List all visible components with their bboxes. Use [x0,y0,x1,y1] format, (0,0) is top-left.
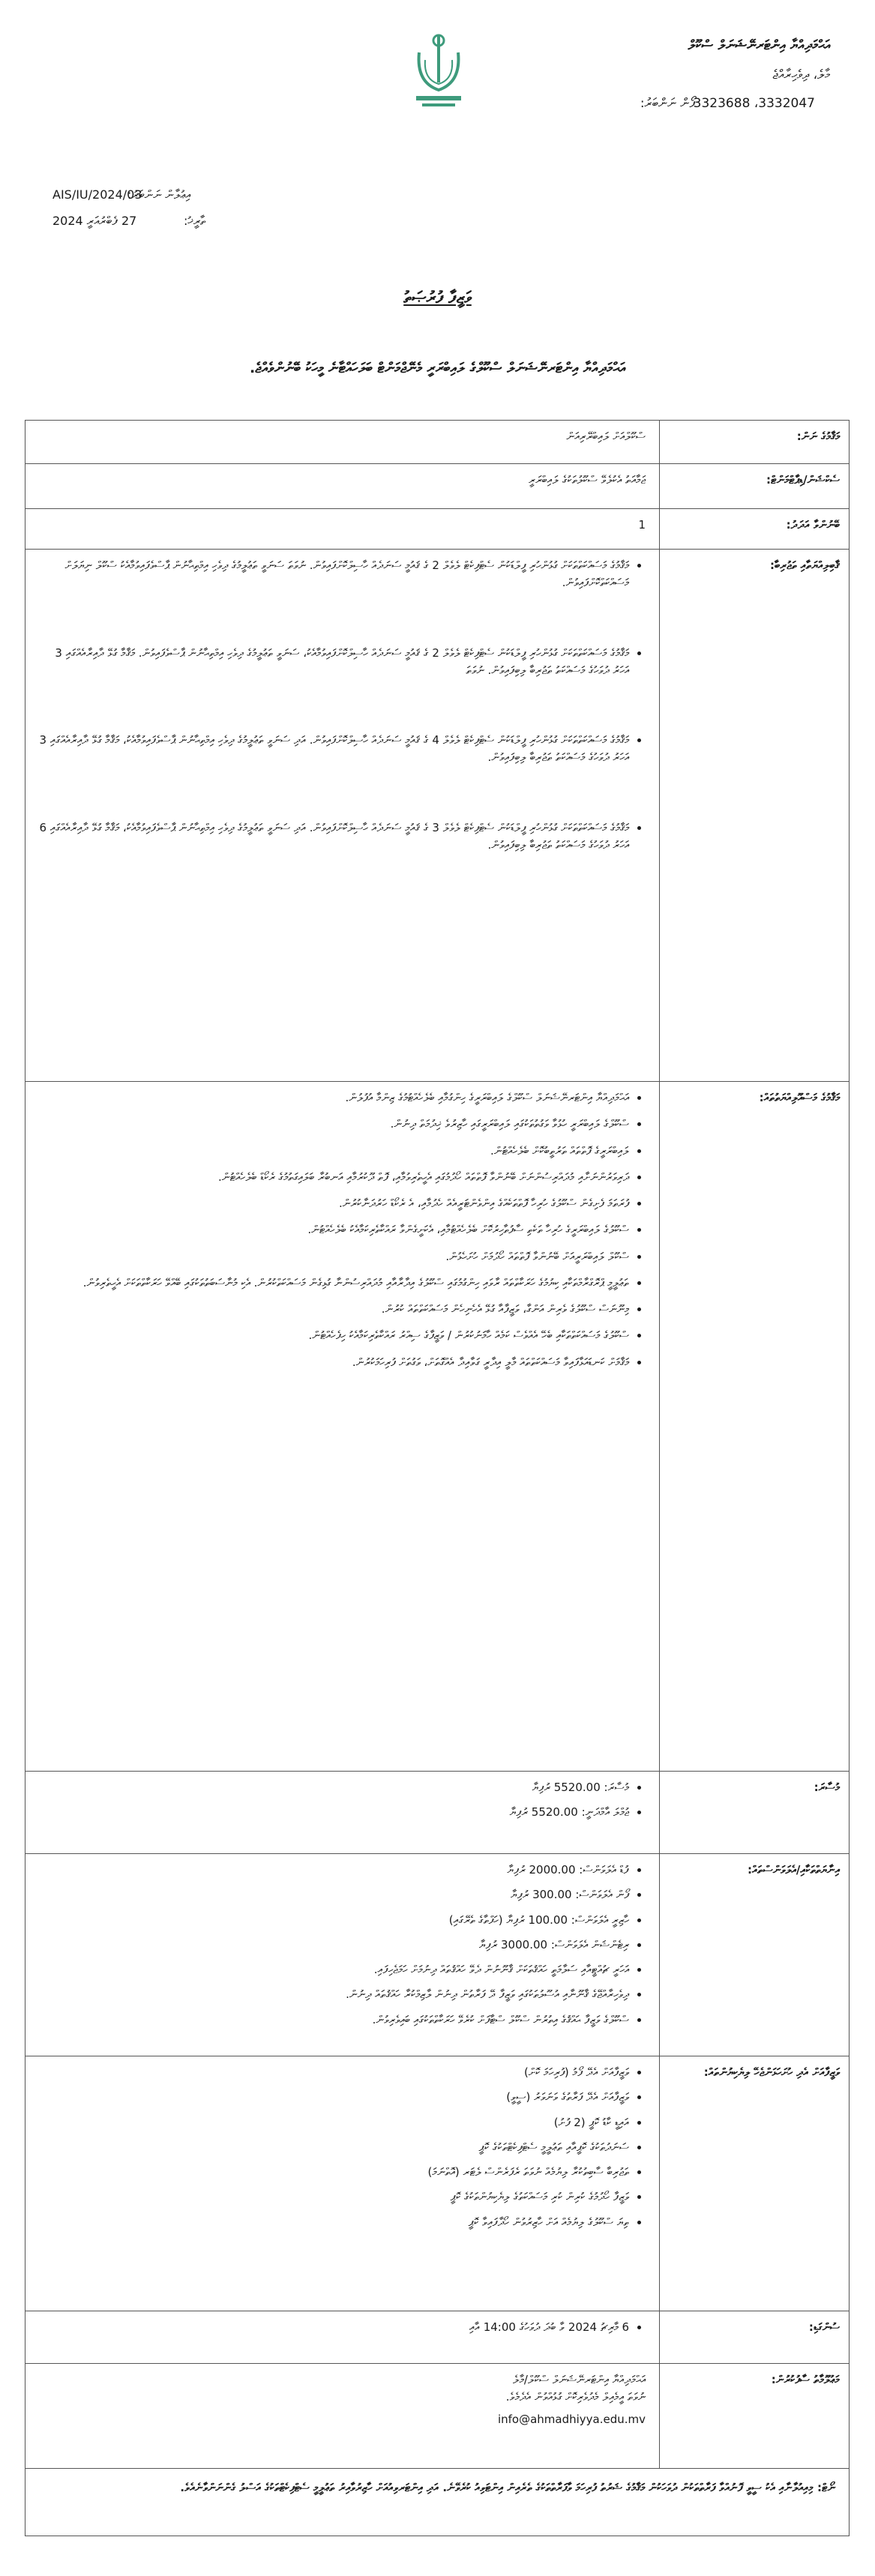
row-note [25,2469,850,2536]
row-qualifications [25,550,850,1082]
date-value: 27 ފެބްރުއަރީ 2024 [52,214,137,228]
job-title-label: މަޤާމުގެ ނަން: [660,421,850,464]
row-job-title [25,421,850,464]
note-text: މިއިއުލާނާއި އެކު ސީވީ ފޮނުއްވާ ފަރާތްތަކުން ދުވަހަކުން މަޤާމުގެ ޝަރުތު ފުރިހަމަ ވާފަރާތްތަކުގެ ތެރެއިން އިންޓަވިއު ކުރެވޭނެ. އަދި އިންޓަރވިއުއަށް ހާޒިރުވާއިރު ތަޢުލީމީ ސެޓްފިކެޓްތަކުގެ އަސްލު ގެންނަންވާނެއެވެ. [180,2481,814,2494]
phone-numbers: 3323688 ،3332047 [693,96,815,111]
qualification-item: • މަޤާމުގެ މަސައްކަތްތަކަށް ގުޅުންހުރި ފީލްޑަކުން ސެޓްފިކެޓް ލެވެލް 4 ގެ ޤައުމީ ސަނަދެއް ހާސިލްކޮށްފައިވުން. އަދި ސަނަވީ ތަޢުލީމުގެ ދިވެހި އިމްތިޙާނުން ޕާސްވެފައިވުމާއެކު، މަޤާމާ ގުޅޭ ދާއިރާއެއްގައި 3 އަހަރު ދުވަހުގެ މަސައްކަތު ތަޖުރިބާ ލިބިފައިވުން. [39,732,629,767]
announcement-title: ވަޒީފާ ފުރުޞަތު [403,289,472,307]
salary-item-name: ޖުމްލަ އާމްދަނީ: [581,1805,629,1820]
document-item: • ވަޒީފާ ހޯދުމުގެ ކުރިން ކުރި މަސައްކަތުގެ ލިޔެކިޔުންތަކުގެ ކޮޕީ [39,2188,629,2206]
letterhead [0,0,875,285]
deadline-label: ސުންގަޑި: [660,2311,850,2364]
duty-item: • ފުރަތަމަ ފެށިގެން ސްކޫލުގެ ހުރިހާ ފޮތްތަކެއްގެ އިންވެންޓަރީއެއް ހެދުމާއި، އެ ރެކޯޑް ހަރުދަނާކުރުން. [39,1195,629,1212]
reference-label: އިޢުލާން ނަންބަރު: [127,187,191,202]
allowance-item: • އަހަރީ ޗުއްޓީއާއި ސަލާމަތީ ހައްޤުތަކަށް ޤާނޫނުން ދެވޭ ހައްޤުތައް ދިނުމަށް ހަމަޖެހިފައި. [39,1961,629,1978]
duty-item: • މިނޫނަސް ސްކޫލުގެ ވެރިން އަންގާ، ވަޒީފާއާ ގުޅޭ އެހެނިހެން މަސައްކަތްތައް ކުރުން. [39,1301,629,1318]
duty-item: • ދަރިވަރުންނަށާއި މުދައްރިސުންނަށް ބޭނުންވާ ފޮތްތައް ހޯދުމުގައި އެހީތެރިވުމާއި، ފޮތް ދޫކުރުމާއި އަނބުރާ ބަލައިގަތުމުގެ ރެކޯޑް ބެލެހެއްޓުން. [39,1169,629,1186]
phone-label: ފޯން ނަންބަރު: [640,96,695,111]
duty-item: • ސްކޫލުގެ މަސައްކަތްތަކާއި ބެހޭ އެއްވެސް ކަމެއް ހާމަނުކުރުން / ވަޒީފާގެ ސިއްރު ރައްކާތެރިކަމާއެކު ހިފެހެއްޓުން. [39,1327,629,1344]
qualification-item: • މަޤާމުގެ މަސައްކަތްތަކަށް ގުޅުންހުރި ފީލްޑަކުން ސެޓްފިކެޓް ލެވެލް 2 ގެ ޤައުމީ ސަނަދެއް ހާސިލްކޮށްފައިވުމާއެކު، ސަނަވީ ތަޢުލީމުގެ ދިވެހި އިމްތިޙާނުން ޕާސްވެފައިވުން. މަޤާމާ ގުޅޭ ދާއިރާއެއްގައި 3 އަހަރު ދުވަހުގެ މަސައްކަތު ތަޖުރިބާ ލިބިފައިވުން. ނުވަތަ [39,645,629,680]
allowance-item: • ރިޓެންޝަން އެލަވަންސް: 3000.00 ރުފިޔާ [39,1936,629,1954]
duties-label: މަޤާމުގެ މަސްއޫލިއްޔަތުތައް: [660,1082,850,1772]
row-allowances [25,1854,850,2056]
row-deadline [25,2311,850,2364]
duty-item: • ސްކޫލް ލައިބްރަރީއަށް ބޭނުންވާ ފޮތްތައް ހޯދުމަށް ހުށަހެޅުން. [39,1248,629,1266]
salary-label: މުސާރަ: [660,1772,850,1854]
school-logo-icon [409,30,469,112]
row-section [25,464,850,509]
salary-item-name: މުސާރަ: [604,1781,629,1794]
allowance-item: • ފޯން އެލަވަންސް: 300.00 ރުފިޔާ [39,1886,629,1904]
job-title-value: ސްކޫލްއަށް ލައިބްރޭރިއަން [25,421,660,464]
duty-item: • މަޤާމަށް ކަނޑައަޅާފައިވާ މަސައްކަތްތައް މާލީ އިދާރީ ގަވާއިދާ އެއްގޮތަށް، ވަގުތަށް ފުރިހަމަކުރުން. [39,1354,629,1371]
count-value: 1 [25,509,660,550]
duty-item: • އަޙްމަދިއްޔާ އިންޓަރނޭޝަނަލް ސްކޫލްގެ ލައިބްރަރީގެ ހިންގުމާއި ބެލެހެއްޓުމުގެ ޒިންމާ އުފުލުން. [39,1089,629,1107]
row-contact [25,2364,850,2469]
document-item: • ވަޒީފާއަށް އެދޭ ފަރާތުގެ ވަނަވަރު (ސީވީ) [39,2089,629,2106]
allowance-item: • ފުޑް އެލަވަންސް: 2000.00 ރުފިޔާ [39,1862,629,1879]
allowances-label: އިނާޔަތްތަކާއި/އެލަވަންސްތައް: [660,1854,850,2056]
allowance-item: • ސްކޫލްގެ ވަޒީފާ ޙައްޤުގެ އިތުރުން ސްކޫލް ސްޓާފަށް ކުރެވޭ ހަރަކާތްތަކުގައި ބައިވެރިވުން. [39,2011,629,2029]
duty-item: • ތަޢުލީމީ ޕްރޮގްރާމްތަކާއި ކިޔުމުގެ ހަރަކާތްތައް ރާވައި ހިންގުމުގައި ސްކޫލުގެ އިދާރާއާއި މުދައްރިސުންނާ ގުޅިގެން މަސައްކަތްކުރުން. އެކި މުނާސަބަތުތަކުގައި ބޭއްވޭ ހަރަކާތްތަކަށް އެހީތެރިވުން. [39,1275,629,1292]
document-item: • ތަޖުރިބާ ސާބިތުކުރާ ލިޔުމެއް ނުވަތަ ރެފަރެންސް ލެޓަރ (އޮތްނަމަ) [39,2164,629,2181]
salary-item [39,1779,629,1796]
contact-line: އަޙްމަދިއްޔާ އިންޓަރނޭޝަނަލް ސްކޫލް/މާލެ [512,2373,646,2386]
note-label: ނޯޓް: [817,2481,835,2494]
contact-line: ނުވަތަ އީމެއިލް މެދުވެރިކޮށް ގުޅުއްވުން އެދެމެވެ. [505,2390,646,2404]
allowance-item: • ހާޒިރީ އެލަވަންސް: 100.00 ރުފިޔާ (ހަފްތާގެ ތެރޭގައި) [39,1912,629,1929]
section-value: ޖަމާއަތު އެކުލެވޭ ސްކޫލުތަކުގެ ލައިބްރަރީ [25,464,660,509]
count-label: ބޭނުންވާ އަދަދު: [660,509,850,550]
document-item: • ސަނަދުތަކުގެ ކޮޕީއާއި ތަޢުލީމީ ސެޓްފިކެޓްތަކުގެ ކޮޕީ [39,2139,629,2156]
document-item: • ވަޒީފާއަށް އެދޭ ފޯމު (ފުރިހަމަ ކޮށް) [39,2064,629,2081]
salary-item [39,1804,629,1821]
document-item: • ތިޔަ ސްކޫލުގެ ލިޔުމެއް އަށް ހާޒިރުވުން ހޯދާފައިވާ ކޮޕީ [39,2214,629,2231]
organization-location: މާލެ، ދިވެހިރާއްޖެ [772,67,830,82]
date-label: ތާރީޚު: [184,214,205,228]
documents-label: ވަޒީފާއަށް އެދި ހުށަހަޅަންޖެހޭ ލިޔެކިޔުންތައް: [660,2056,850,2311]
organization-name: އަޙްމަދިއްޔާ އިންޓަރނޭޝަނަލް ސްކޫލް [688,37,830,53]
duty-item: • ސްކޫލްގެ ލައިބްރަރީ ހުޅުވާ ވަގުތުތަކުގައި ލައިބްރަރީގައި ހާޒިރުވެ ޚިދުމަތް ދިނުން. [39,1116,629,1133]
row-count [25,509,850,550]
section-label: ސެކްޝަން/ޑިޕާޓްމަންޓް: [660,464,850,509]
contact-label: މަޢުލޫމާތު ސާފުކުރުން: [660,2364,850,2469]
deadline-value: • 6 މާރިޗު 2024 ވާ ބުދަ ދުވަހުގެ 14:00 އާއި [39,2319,629,2336]
reference-number: AIS/IU/2024/03 [52,187,142,202]
row-salary [25,1772,850,1854]
salary-item-value: 5520.00 ރުފިޔާ [509,1805,578,1820]
contact-email-link[interactable]: info@ahmadhiyya.edu.mv [497,2412,646,2426]
row-documents [25,2056,850,2311]
announcement-subtitle: އަޙްމަދިއްޔާ އިންޓަރނޭޝަނަލް ސްކޫލްގެ ލައިބްރަރީ މެނޭޖްމަންޓް ބަލަހައްޓާނެ މީހަކު ބޭނުންވެއްޖެ. [250,360,625,376]
salary-item-value: 5520.00 ރުފިޔާ [532,1781,601,1794]
duty-item: • ލައިބްރަރީގެ ފޮތްތައް ތަރުތީބުކޮށް ބެލެހެއްޓުން. [39,1143,629,1160]
allowance-item: • ދިވެހިރާއްޖޭގެ ޤާނޫނާއި އުސޫލުތަކުގައި ވަޒީފާ ދޭ ފަރާތުން ދިނުން ލާޒިމްކުރާ ހައްޤުތައް ދިނުން. [39,1986,629,2003]
job-details-table [25,420,850,2536]
qualifications-label: ޤާބިލިއްޔަތާއި ތަޖުރިބާ: [660,550,850,1082]
row-duties [25,1082,850,1772]
note [25,2469,850,2536]
duty-item: • ސްކޫލުގެ ލައިބްރަރީގެ ހުރިހާ ތަކެތި ސާފުތާހިރުކޮށް ބެލެހެއްޓުމާއި، އެކަށީގެންވާ ރައްކާތެރިކަމާއެކު ބެލެހެއްޓުން. [39,1221,629,1239]
qualification-item: • މަޤާމުގެ މަސައްކަތްތަކަށް ގުޅުންހުރި ފީލްޑަކުން ސެޓްފިކެޓް ލެވެލް 2 ގެ ޤައުމީ ސަނަދެއް ހާސިލްކޮށްފައިވުން. ނުވަތަ ސަނަވީ ތަޢުލީމުގެ ދިވެހި އިމްތިޙާނުން ޕާސްވެފައިވުމާއެކު ސްކޫލް ނިޔަލަށް މަސައްކަތްކޮށްފައިވުން. [39,557,629,592]
document-item: • އައިޑީ ކާޑު ކޮޕީ (2 ފުށު) [39,2114,629,2131]
qualification-item: • މަޤާމުގެ މަސައްކަތްތަކަށް ގުޅުންހުރި ފީލްޑަކުން ސެޓްފިކެޓް ލެވެލް 3 ގެ ޤައުމީ ސަނަދެއް ހާސިލްކޮށްފައިވުން. އަދި ސަނަވީ ތަޢުލީމުގެ ދިވެހި އިމްތިޙާނުން ޕާސްވެފައިވުމާއެކު، މަޤާމާ ގުޅޭ ދާއިރާއެއްގައި 6 އަހަރު ދުވަހުގެ މަސައްކަތު ތަޖުރިބާ ލިބިފައިވުން. [39,819,629,855]
